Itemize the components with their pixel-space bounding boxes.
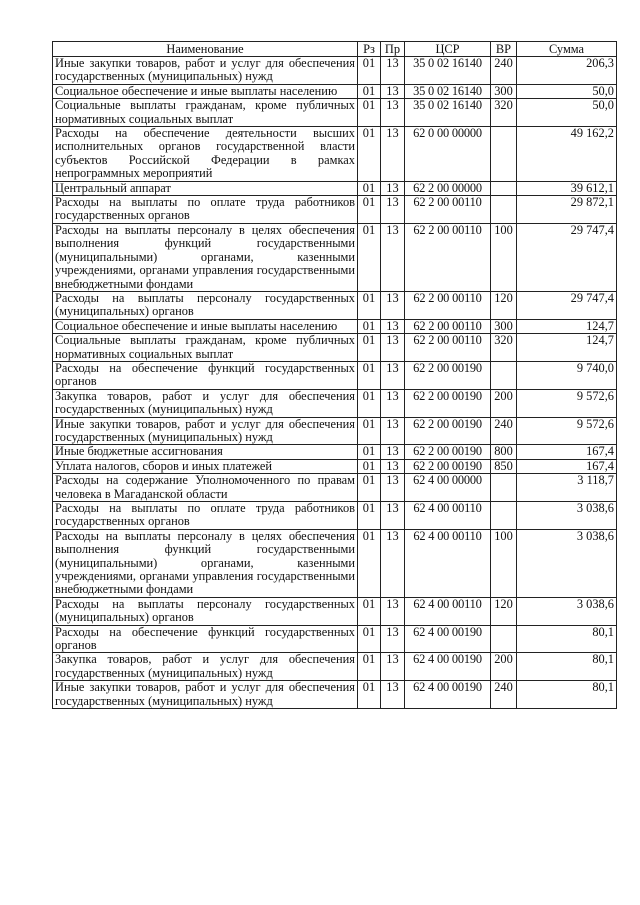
cell-csr: 62 4 00 00110 <box>405 502 491 530</box>
table-row <box>53 625 617 653</box>
cell-name: Закупка товаров, работ и услуг для обеспечения государственных (муниципальных) нужд <box>53 653 358 681</box>
cell-pr: 13 <box>381 459 405 473</box>
table-row <box>53 291 617 319</box>
cell-csr: 62 2 00 00000 <box>405 181 491 195</box>
cell-rz: 01 <box>358 361 381 389</box>
table-row <box>53 223 617 291</box>
cell-name: Расходы на выплаты по оплате труда работников государственных органов <box>53 502 358 530</box>
cell-vr <box>491 625 517 653</box>
table-row <box>53 99 617 127</box>
cell-vr: 240 <box>491 417 517 445</box>
cell-name: Расходы на обеспечение функций государственных органов <box>53 625 358 653</box>
cell-rz: 01 <box>358 389 381 417</box>
cell-vr: 200 <box>491 653 517 681</box>
cell-pr: 13 <box>381 196 405 224</box>
cell-sum: 29 747,4 <box>517 223 617 291</box>
table-row <box>53 597 617 625</box>
cell-name: Уплата налогов, сборов и иных платежей <box>53 459 358 473</box>
cell-csr: 62 2 00 00190 <box>405 445 491 459</box>
cell-csr: 62 4 00 00190 <box>405 681 491 709</box>
cell-rz: 01 <box>358 57 381 85</box>
cell-rz: 01 <box>358 223 381 291</box>
cell-csr: 62 2 00 00110 <box>405 196 491 224</box>
cell-vr: 240 <box>491 681 517 709</box>
cell-sum: 80,1 <box>517 653 617 681</box>
cell-csr: 62 4 00 00190 <box>405 625 491 653</box>
cell-name: Расходы на обеспечение функций государственных органов <box>53 361 358 389</box>
cell-rz: 01 <box>358 474 381 502</box>
cell-pr: 13 <box>381 681 405 709</box>
cell-sum: 80,1 <box>517 625 617 653</box>
table-row <box>53 196 617 224</box>
cell-rz: 01 <box>358 459 381 473</box>
cell-sum: 80,1 <box>517 681 617 709</box>
cell-vr: 320 <box>491 99 517 127</box>
cell-name: Расходы на выплаты персоналу государственных (муниципальных) органов <box>53 597 358 625</box>
cell-sum: 124,7 <box>517 319 617 333</box>
cell-rz: 01 <box>358 681 381 709</box>
table-row <box>53 361 617 389</box>
cell-sum: 9 740,0 <box>517 361 617 389</box>
cell-rz: 01 <box>358 127 381 182</box>
cell-name: Расходы на выплаты персоналу государственных (муниципальных) органов <box>53 291 358 319</box>
cell-csr: 35 0 02 16140 <box>405 99 491 127</box>
cell-rz: 01 <box>358 502 381 530</box>
cell-sum: 124,7 <box>517 334 617 362</box>
cell-sum: 167,4 <box>517 459 617 473</box>
cell-csr: 62 4 00 00110 <box>405 597 491 625</box>
cell-name: Социальное обеспечение и иные выплаты населению <box>53 319 358 333</box>
cell-csr: 62 2 00 00190 <box>405 389 491 417</box>
cell-sum: 49 162,2 <box>517 127 617 182</box>
cell-vr: 100 <box>491 529 517 597</box>
cell-rz: 01 <box>358 319 381 333</box>
cell-pr: 13 <box>381 57 405 85</box>
cell-vr <box>491 196 517 224</box>
cell-name: Расходы на выплаты персоналу в целях обеспечения выполнения функций государственными (муниципальными) органами, казенными учреждениями, органами управления государственными внебюджетными фондами <box>53 529 358 597</box>
cell-csr: 62 2 00 00110 <box>405 319 491 333</box>
cell-pr: 13 <box>381 417 405 445</box>
cell-name: Закупка товаров, работ и услуг для обеспечения государственных (муниципальных) нужд <box>53 389 358 417</box>
cell-csr: 62 2 00 00190 <box>405 361 491 389</box>
cell-csr: 35 0 02 16140 <box>405 57 491 85</box>
cell-pr: 13 <box>381 445 405 459</box>
cell-rz: 01 <box>358 84 381 98</box>
table-row <box>53 445 617 459</box>
cell-sum: 9 572,6 <box>517 389 617 417</box>
cell-csr: 62 2 00 00110 <box>405 334 491 362</box>
cell-pr: 13 <box>381 84 405 98</box>
cell-pr: 13 <box>381 181 405 195</box>
cell-pr: 13 <box>381 291 405 319</box>
cell-name: Социальные выплаты гражданам, кроме публичных нормативных социальных выплат <box>53 99 358 127</box>
cell-name: Иные закупки товаров, работ и услуг для обеспечения государственных (муниципальных) нужд <box>53 681 358 709</box>
cell-pr: 13 <box>381 653 405 681</box>
cell-vr: 120 <box>491 291 517 319</box>
table-row <box>53 84 617 98</box>
header-pr: Пр <box>381 42 405 57</box>
table-row <box>53 319 617 333</box>
table-row <box>53 474 617 502</box>
table-row <box>53 417 617 445</box>
table-body <box>53 57 617 709</box>
cell-rz: 01 <box>358 181 381 195</box>
cell-pr: 13 <box>381 597 405 625</box>
cell-vr: 300 <box>491 319 517 333</box>
cell-vr <box>491 361 517 389</box>
cell-sum: 29 747,4 <box>517 291 617 319</box>
cell-vr: 320 <box>491 334 517 362</box>
cell-pr: 13 <box>381 389 405 417</box>
cell-rz: 01 <box>358 625 381 653</box>
cell-name: Центральный аппарат <box>53 181 358 195</box>
cell-vr: 100 <box>491 223 517 291</box>
cell-rz: 01 <box>358 529 381 597</box>
table-row <box>53 389 617 417</box>
cell-name: Социальные выплаты гражданам, кроме публичных нормативных социальных выплат <box>53 334 358 362</box>
table-row <box>53 681 617 709</box>
table-row <box>53 127 617 182</box>
header-vr: ВР <box>491 42 517 57</box>
cell-pr: 13 <box>381 529 405 597</box>
cell-csr: 62 4 00 00190 <box>405 653 491 681</box>
cell-csr: 62 4 00 00110 <box>405 529 491 597</box>
cell-rz: 01 <box>358 417 381 445</box>
cell-vr: 120 <box>491 597 517 625</box>
table-row <box>53 181 617 195</box>
table-row <box>53 653 617 681</box>
header-row <box>53 42 617 57</box>
cell-csr: 62 2 00 00110 <box>405 291 491 319</box>
cell-vr: 200 <box>491 389 517 417</box>
cell-sum: 3 038,6 <box>517 502 617 530</box>
cell-pr: 13 <box>381 319 405 333</box>
cell-pr: 13 <box>381 127 405 182</box>
cell-vr <box>491 502 517 530</box>
cell-sum: 39 612,1 <box>517 181 617 195</box>
header-sum: Сумма <box>517 42 617 57</box>
table-row <box>53 334 617 362</box>
cell-name: Расходы на обеспечение деятельности высших исполнительных органов государственной власти субъектов Российской Федерации в рамках непрограммных мероприятий <box>53 127 358 182</box>
cell-vr: 240 <box>491 57 517 85</box>
cell-csr: 62 4 00 00000 <box>405 474 491 502</box>
cell-name: Расходы на выплаты персоналу в целях обеспечения выполнения функций государственными (муниципальными) органами, казенными учреждениями, органами управления государственными внебюджетными фондами <box>53 223 358 291</box>
cell-sum: 3 038,6 <box>517 597 617 625</box>
cell-pr: 13 <box>381 625 405 653</box>
budget-table <box>52 41 617 709</box>
cell-sum: 50,0 <box>517 84 617 98</box>
cell-name: Иные закупки товаров, работ и услуг для обеспечения государственных (муниципальных) нужд <box>53 57 358 85</box>
table-row <box>53 502 617 530</box>
cell-csr: 62 2 00 00190 <box>405 417 491 445</box>
cell-sum: 167,4 <box>517 445 617 459</box>
cell-sum: 29 872,1 <box>517 196 617 224</box>
table-header <box>53 42 617 57</box>
cell-vr: 850 <box>491 459 517 473</box>
cell-rz: 01 <box>358 597 381 625</box>
cell-vr: 300 <box>491 84 517 98</box>
cell-pr: 13 <box>381 99 405 127</box>
cell-csr: 62 2 00 00190 <box>405 459 491 473</box>
cell-pr: 13 <box>381 502 405 530</box>
cell-pr: 13 <box>381 361 405 389</box>
table-row <box>53 459 617 473</box>
cell-vr <box>491 181 517 195</box>
cell-rz: 01 <box>358 653 381 681</box>
cell-sum: 9 572,6 <box>517 417 617 445</box>
cell-vr <box>491 127 517 182</box>
cell-rz: 01 <box>358 99 381 127</box>
header-csr: ЦСР <box>405 42 491 57</box>
header-name: Наименование <box>53 42 358 57</box>
cell-name: Иные закупки товаров, работ и услуг для обеспечения государственных (муниципальных) нужд <box>53 417 358 445</box>
cell-vr: 800 <box>491 445 517 459</box>
cell-name: Социальное обеспечение и иные выплаты населению <box>53 84 358 98</box>
cell-vr <box>491 474 517 502</box>
cell-pr: 13 <box>381 474 405 502</box>
cell-name: Расходы на выплаты по оплате труда работников государственных органов <box>53 196 358 224</box>
cell-name: Иные бюджетные ассигнования <box>53 445 358 459</box>
header-rz: Рз <box>358 42 381 57</box>
table-row <box>53 529 617 597</box>
cell-sum: 50,0 <box>517 99 617 127</box>
cell-rz: 01 <box>358 334 381 362</box>
cell-pr: 13 <box>381 334 405 362</box>
cell-rz: 01 <box>358 196 381 224</box>
cell-csr: 62 0 00 00000 <box>405 127 491 182</box>
cell-sum: 206,3 <box>517 57 617 85</box>
cell-sum: 3 118,7 <box>517 474 617 502</box>
cell-csr: 35 0 02 16140 <box>405 84 491 98</box>
cell-rz: 01 <box>358 445 381 459</box>
cell-csr: 62 2 00 00110 <box>405 223 491 291</box>
table-row <box>53 57 617 85</box>
cell-name: Расходы на содержание Уполномоченного по правам человека в Магаданской области <box>53 474 358 502</box>
cell-rz: 01 <box>358 291 381 319</box>
cell-sum: 3 038,6 <box>517 529 617 597</box>
cell-pr: 13 <box>381 223 405 291</box>
